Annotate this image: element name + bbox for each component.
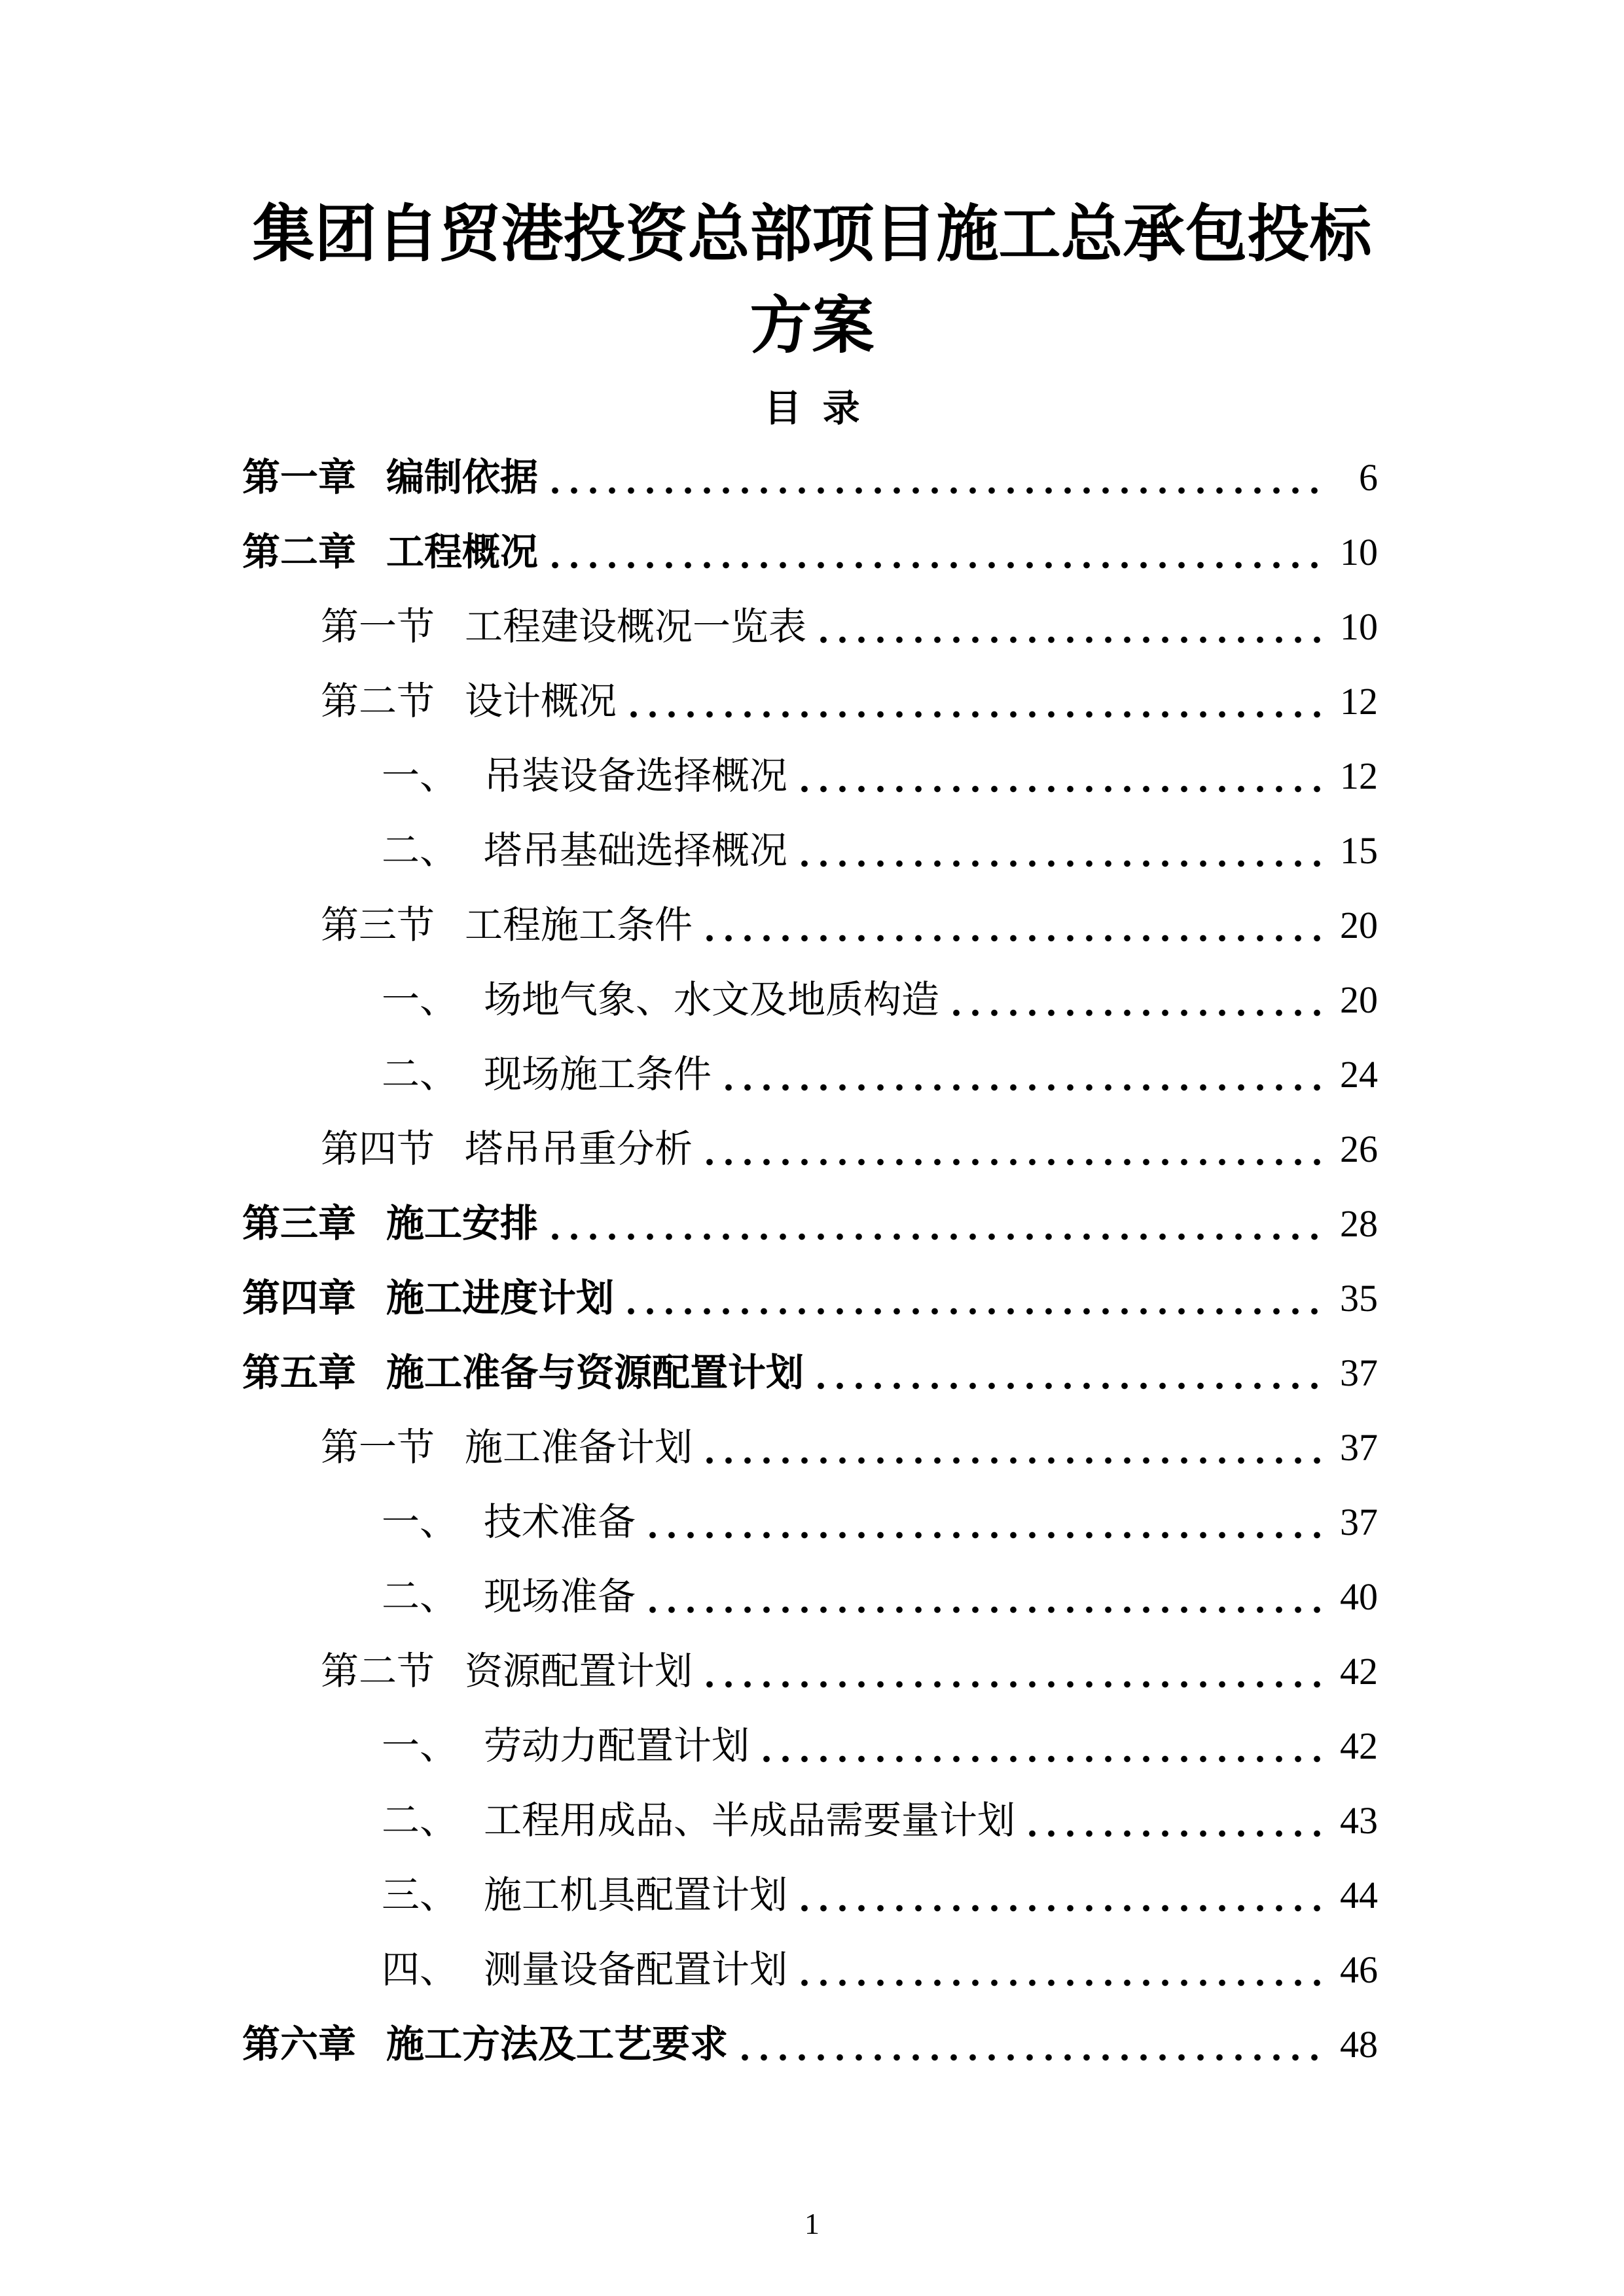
- toc-entry-title: 工程施工条件: [465, 904, 693, 946]
- toc-entry-label: 第三节: [321, 904, 435, 946]
- toc-entry-title: 施工安排: [386, 1202, 539, 1245]
- toc-entry-label: 一、: [382, 978, 458, 1021]
- toc-entry[interactable]: [242, 515, 1378, 590]
- toc-entry-page: 37: [1340, 1352, 1378, 1394]
- toc-entry-title: 塔吊基础选择概况: [484, 829, 788, 872]
- toc-entry[interactable]: [242, 1858, 1378, 1933]
- dot-leader: [706, 1456, 1328, 1465]
- toc-entry-title: 编制依据: [386, 456, 539, 499]
- toc-entry-page: 24: [1340, 1053, 1378, 1096]
- dot-leader: [952, 1009, 1328, 1017]
- dot-leader: [706, 1680, 1328, 1689]
- dot-leader: [551, 486, 1328, 495]
- toc-entry[interactable]: [242, 1709, 1378, 1784]
- toc-entry-page: 20: [1340, 904, 1378, 946]
- dot-leader: [801, 1979, 1328, 1987]
- toc-entry-label: 第二节: [321, 1650, 435, 1693]
- toc-entry-title: 施工方法及工艺要求: [386, 2023, 729, 2066]
- toc: [242, 440, 1378, 2082]
- toc-entry-page: 42: [1340, 1650, 1378, 1693]
- toc-entry-page: 12: [1340, 755, 1378, 797]
- dot-leader: [627, 1307, 1328, 1316]
- toc-entry-title: 工程用成品、半成品需要量计划: [484, 1799, 1016, 1842]
- toc-entry-label: 一、: [382, 1725, 458, 1767]
- toc-entry-label: 第二节: [321, 680, 435, 723]
- toc-entry-label: 三、: [382, 1874, 458, 1916]
- toc-entry-title: 施工准备与资源配置计划: [386, 1352, 804, 1394]
- toc-entry-label: 第一节: [321, 1426, 435, 1469]
- dot-leader: [551, 1232, 1328, 1241]
- toc-entry[interactable]: [242, 590, 1378, 664]
- toc-entry-label: 第一章: [242, 456, 357, 499]
- toc-entry-label: 二、: [382, 1799, 458, 1842]
- dot-leader: [801, 1904, 1328, 1912]
- toc-entry-title: 施工机具配置计划: [484, 1874, 788, 1916]
- toc-entry-title: 塔吊吊重分析: [465, 1128, 693, 1170]
- toc-entry-label: 第六章: [242, 2023, 357, 2066]
- toc-entry[interactable]: [242, 1485, 1378, 1560]
- toc-entry-title: 现场施工条件: [484, 1053, 712, 1096]
- toc-entry[interactable]: [242, 1261, 1378, 1336]
- toc-entry-title: 现场准备: [484, 1575, 636, 1618]
- toc-entry[interactable]: [242, 1187, 1378, 1261]
- toc-entry-label: 二、: [382, 829, 458, 872]
- dot-leader: [763, 1755, 1328, 1763]
- dot-leader: [801, 785, 1328, 793]
- toc-entry-page: 10: [1340, 605, 1378, 648]
- toc-entry-page: 12: [1340, 680, 1378, 723]
- toc-entry-title: 施工准备计划: [465, 1426, 693, 1469]
- toc-entry-page: 35: [1340, 1277, 1378, 1319]
- toc-entry[interactable]: [242, 1336, 1378, 1410]
- dot-leader: [649, 1531, 1328, 1539]
- toc-entry[interactable]: [242, 963, 1378, 1037]
- document-title-line1: 集团自贸港投资总部项目施工总承包投标: [252, 200, 1372, 269]
- toc-entry-page: 15: [1340, 829, 1378, 872]
- toc-entry-label: 第一节: [321, 605, 435, 648]
- toc-entry-label: 二、: [382, 1575, 458, 1618]
- toc-entry-label: 第四章: [242, 1277, 357, 1319]
- toc-entry[interactable]: [242, 1784, 1378, 1858]
- toc-entry[interactable]: [242, 739, 1378, 814]
- toc-entry[interactable]: [242, 1037, 1378, 1112]
- toc-entry[interactable]: [242, 664, 1378, 739]
- toc-entry-title: 施工进度计划: [386, 1277, 615, 1319]
- toc-entry-title: 工程建设概况一览表: [465, 605, 807, 648]
- toc-entry-page: 40: [1340, 1575, 1378, 1618]
- toc-entry[interactable]: [242, 814, 1378, 888]
- toc-entry-label: 第四节: [321, 1128, 435, 1170]
- toc-entry-title: 工程概况: [386, 531, 539, 573]
- toc-entry[interactable]: [242, 2007, 1378, 2082]
- toc-entry[interactable]: [242, 1560, 1378, 1634]
- toc-entry-label: 四、: [382, 1948, 458, 1991]
- toc-entry-title: 技术准备: [484, 1501, 636, 1543]
- toc-entry-label: 二、: [382, 1053, 458, 1096]
- toc-entry-page: 20: [1340, 978, 1378, 1021]
- toc-entry-page: 6: [1359, 456, 1378, 499]
- toc-entry-label: 一、: [382, 755, 458, 797]
- toc-entry-title: 劳动力配置计划: [484, 1725, 750, 1767]
- dot-leader: [551, 561, 1328, 569]
- toc-entry-page: 46: [1340, 1948, 1378, 1991]
- toc-entry-title: 场地气象、水文及地质构造: [484, 978, 940, 1021]
- dot-leader: [706, 934, 1328, 942]
- dot-leader: [706, 1158, 1328, 1166]
- dot-leader: [801, 859, 1328, 868]
- document-title: [0, 188, 1624, 372]
- footer-page-number: 1: [804, 2207, 820, 2240]
- toc-entry-page: 10: [1340, 531, 1378, 573]
- dot-leader: [817, 1382, 1328, 1390]
- dot-leader: [741, 2053, 1328, 2062]
- toc-entry[interactable]: [242, 440, 1378, 515]
- toc-entry-label: 一、: [382, 1501, 458, 1543]
- toc-entry-page: 28: [1340, 1202, 1378, 1245]
- toc-entry[interactable]: [242, 1112, 1378, 1187]
- toc-entry-label: 第三章: [242, 1202, 357, 1245]
- toc-entry-page: 43: [1340, 1799, 1378, 1842]
- toc-entry-label: 第二章: [242, 531, 357, 573]
- dot-leader: [725, 1083, 1328, 1092]
- toc-entry[interactable]: [242, 1410, 1378, 1485]
- toc-entry-page: 44: [1340, 1874, 1378, 1916]
- toc-entry-page: 37: [1340, 1501, 1378, 1543]
- toc-entry[interactable]: [242, 1634, 1378, 1709]
- toc-entry-page: 48: [1340, 2023, 1378, 2066]
- toc-entry-title: 吊装设备选择概况: [484, 755, 788, 797]
- toc-entry-page: 42: [1340, 1725, 1378, 1767]
- toc-entry[interactable]: [242, 888, 1378, 963]
- toc-entry-title: 设计概况: [465, 680, 617, 723]
- toc-entry-page: 37: [1340, 1426, 1378, 1469]
- toc-entry-title: 测量设备配置计划: [484, 1948, 788, 1991]
- document-title-line2: 方案: [749, 291, 875, 361]
- toc-entry-page: 26: [1340, 1128, 1378, 1170]
- dot-leader: [630, 710, 1328, 719]
- dot-leader: [649, 1605, 1328, 1614]
- dot-leader: [1028, 1829, 1328, 1838]
- toc-entry-title: 资源配置计划: [465, 1650, 693, 1693]
- toc-entry[interactable]: [242, 1933, 1378, 2007]
- dot-leader: [820, 636, 1328, 644]
- toc-entry-label: 第五章: [242, 1352, 357, 1394]
- toc-heading: 目 录: [764, 388, 860, 429]
